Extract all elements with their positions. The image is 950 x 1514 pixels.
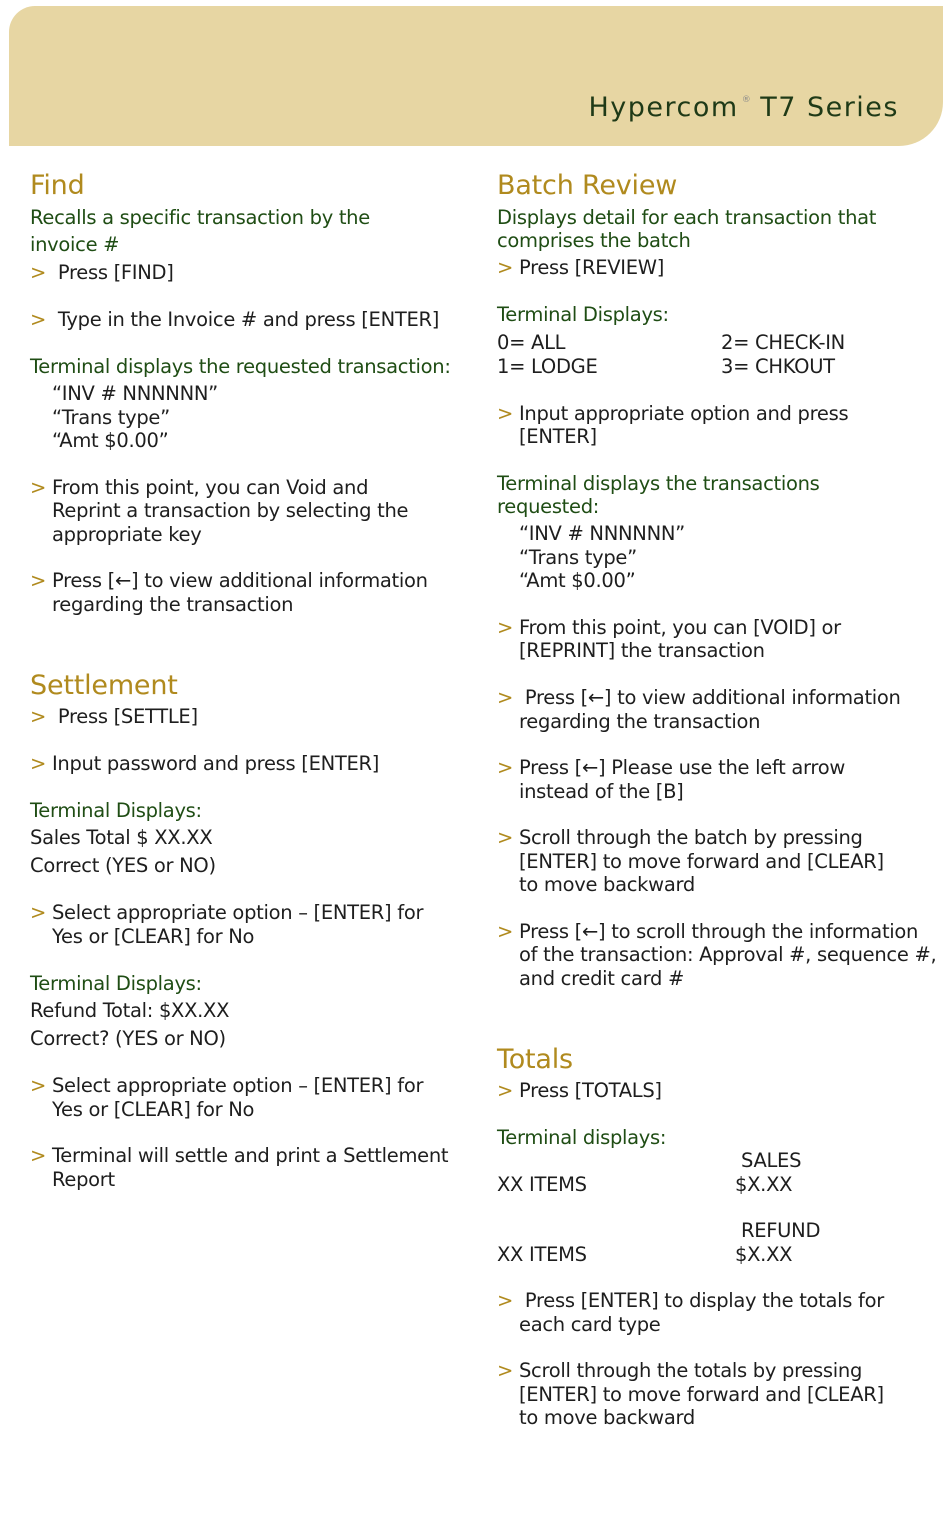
- settlement-title: Settlement: [30, 670, 178, 701]
- totals-step-3a: > Scroll through the totals by pressing: [497, 1359, 863, 1382]
- totals-step-3b: [ENTER] to move forward and [CLEAR]: [519, 1383, 884, 1406]
- settlement-step-4b: Yes or [CLEAR] for No: [52, 1098, 255, 1121]
- batch-review-title: Batch Review: [497, 170, 678, 201]
- refund-header: REFUND: [741, 1219, 821, 1242]
- batch-step-4b: regarding the transaction: [519, 710, 761, 733]
- batch-step-6c: to move backward: [519, 873, 695, 896]
- bullet-arrow-icon: >: [30, 476, 47, 499]
- batch-step-5b: instead of the [B]: [519, 780, 684, 803]
- header-banner: [9, 6, 943, 146]
- settlement-step-5a: > Terminal will settle and print a Settlement: [30, 1144, 449, 1167]
- bullet-arrow-icon: >: [30, 705, 47, 728]
- batch-option-1: 1= LODGE: [497, 355, 598, 378]
- settlement-displays-label-2: Terminal Displays:: [30, 972, 202, 995]
- batch-option-3: 3= CHKOUT: [721, 355, 835, 378]
- correct-prompt-2: Correct? (YES or NO): [30, 1027, 226, 1050]
- batch-step-2b: [ENTER]: [519, 425, 597, 448]
- find-display-1: “INV # NNNNNN”: [52, 382, 218, 405]
- batch-displays-label: Terminal Displays:: [497, 303, 669, 326]
- sales-header: SALES: [741, 1149, 802, 1172]
- settlement-step-5b: Report: [52, 1168, 115, 1191]
- totals-step-2a: > Press [ENTER] to display the totals for: [497, 1289, 884, 1312]
- find-step-2: > Type in the Invoice # and press [ENTER]: [30, 308, 440, 331]
- bullet-arrow-icon: >: [30, 308, 47, 331]
- bullet-arrow-icon: >: [497, 686, 514, 709]
- batch-step-6a: > Scroll through the batch by pressing: [497, 826, 863, 849]
- find-display-3: “Amt $0.00”: [52, 429, 169, 452]
- find-display-2: “Trans type”: [52, 406, 170, 429]
- bullet-arrow-icon: >: [497, 756, 514, 779]
- batch-step-4a: > Press [←] to view additional information: [497, 686, 901, 709]
- sales-items: XX ITEMS: [497, 1173, 587, 1196]
- bullet-arrow-icon: >: [497, 1079, 514, 1102]
- bullet-arrow-icon: >: [497, 402, 514, 425]
- bullet-arrow-icon: >: [30, 261, 47, 284]
- bullet-arrow-icon: >: [497, 616, 514, 639]
- batch-display-3: “Amt $0.00”: [519, 569, 636, 592]
- totals-step-3c: to move backward: [519, 1406, 695, 1429]
- batch-display-1: “INV # NNNNNN”: [519, 522, 685, 545]
- bullet-arrow-icon: >: [30, 901, 47, 924]
- totals-title: Totals: [497, 1044, 573, 1075]
- bullet-arrow-icon: >: [30, 1144, 47, 1167]
- batch-option-2: 2= CHECK-IN: [721, 331, 845, 354]
- batch-trans-label-1: Terminal displays the transactions: [497, 472, 820, 495]
- bullet-arrow-icon: >: [497, 1289, 514, 1312]
- find-displays-label: Terminal displays the requested transaction:: [30, 355, 451, 378]
- find-step-3a: > From this point, you can Void and: [30, 476, 369, 499]
- batch-step-2a: > Input appropriate option and press: [497, 402, 849, 425]
- batch-desc-2: comprises the batch: [497, 229, 691, 252]
- find-step-3c: appropriate key: [52, 523, 202, 546]
- find-step-1: > Press [FIND]: [30, 261, 174, 284]
- batch-step-3a: > From this point, you can [VOID] or: [497, 616, 841, 639]
- settlement-step-1: > Press [SETTLE]: [30, 705, 198, 728]
- batch-step-7c: and credit card #: [519, 967, 684, 990]
- settlement-step-3a: > Select appropriate option – [ENTER] for: [30, 901, 424, 924]
- refund-amount: $X.XX: [735, 1243, 793, 1266]
- batch-trans-label-2: requested:: [497, 495, 600, 518]
- brand-name: Hypercom: [588, 92, 739, 123]
- batch-step-1: > Press [REVIEW]: [497, 256, 665, 279]
- batch-step-5a: > Press [←] Please use the left arrow: [497, 756, 845, 779]
- correct-prompt-1: Correct (YES or NO): [30, 854, 216, 877]
- refund-items: XX ITEMS: [497, 1243, 587, 1266]
- batch-step-7b: of the transaction: Approval #, sequence #,: [519, 943, 937, 966]
- settlement-displays-label-1: Terminal Displays:: [30, 799, 202, 822]
- batch-step-3b: [REPRINT] the transaction: [519, 639, 765, 662]
- settlement-step-4a: > Select appropriate option – [ENTER] for: [30, 1074, 424, 1097]
- bullet-arrow-icon: >: [30, 1074, 47, 1097]
- batch-desc-1: Displays detail for each transaction that: [497, 206, 877, 229]
- find-desc-2: invoice #: [30, 233, 120, 256]
- batch-option-0: 0= ALL: [497, 331, 566, 354]
- bullet-arrow-icon: >: [30, 569, 47, 592]
- find-step-3b: Reprint a transaction by selecting the: [52, 499, 409, 522]
- series-name: T7 Series: [760, 92, 899, 123]
- registered-mark: ®: [741, 95, 753, 105]
- brand-logo: [588, 92, 899, 123]
- sales-total: Sales Total $ XX.XX: [30, 826, 213, 849]
- find-desc-1: Recalls a specific transaction by the: [30, 206, 370, 229]
- bullet-arrow-icon: >: [497, 920, 514, 943]
- bullet-arrow-icon: >: [30, 752, 47, 775]
- sales-amount: $X.XX: [735, 1173, 793, 1196]
- totals-displays-label: Terminal displays:: [497, 1126, 667, 1149]
- totals-step-1: > Press [TOTALS]: [497, 1079, 662, 1102]
- bullet-arrow-icon: >: [497, 256, 514, 279]
- find-step-4a: > Press [←] to view additional information: [30, 569, 428, 592]
- refund-total: Refund Total: $XX.XX: [30, 999, 230, 1022]
- batch-step-7a: > Press [←] to scroll through the information: [497, 920, 919, 943]
- find-step-4b: regarding the transaction: [52, 593, 294, 616]
- totals-step-2b: each card type: [519, 1313, 661, 1336]
- find-title: Find: [30, 170, 85, 201]
- bullet-arrow-icon: >: [497, 1359, 514, 1382]
- batch-display-2: “Trans type”: [519, 546, 637, 569]
- batch-step-6b: [ENTER] to move forward and [CLEAR]: [519, 850, 884, 873]
- settlement-step-3b: Yes or [CLEAR] for No: [52, 925, 255, 948]
- settlement-step-2: > Input password and press [ENTER]: [30, 752, 380, 775]
- bullet-arrow-icon: >: [497, 826, 514, 849]
